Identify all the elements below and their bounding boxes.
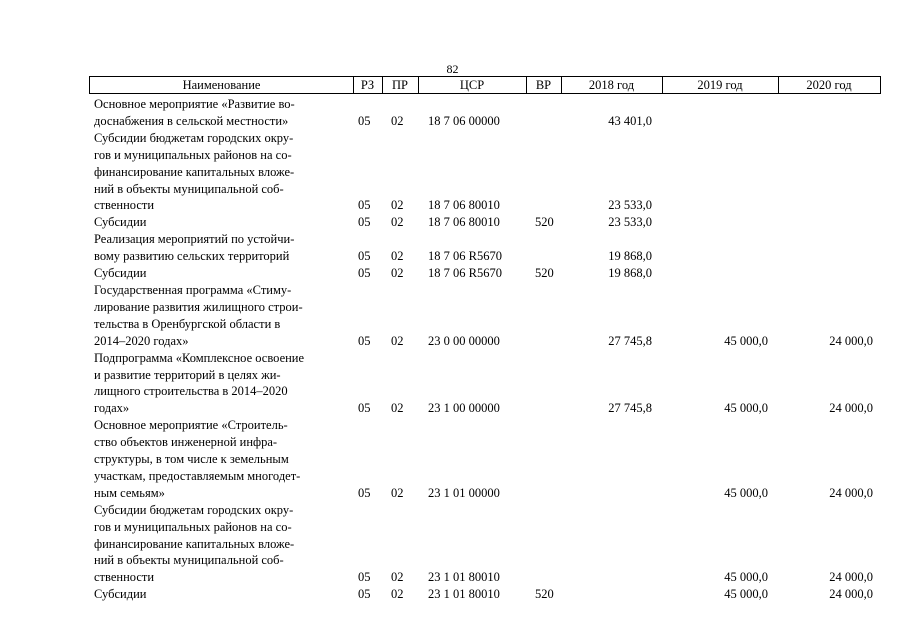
row-vr: 520 — [535, 215, 554, 230]
table-row — [0, 96, 905, 130]
row-vr: 520 — [535, 265, 554, 280]
row-2020: 24 000,0 — [829, 587, 873, 602]
row-csr: 23 1 00 00000 — [428, 401, 500, 416]
row-2018: 19 868,0 — [608, 249, 652, 264]
row-name: Субсидии — [94, 266, 147, 281]
table-row — [0, 350, 905, 418]
row-name: Субсидии бюджетам городских окру- гов и муниципальных районов на со- финансирование капитальных вложе- ний в объекты муниципальной соб- ственности — [94, 502, 295, 585]
row-name: Реализация мероприятий по устойчи- вому развитию сельских территорий — [94, 232, 295, 264]
header-vr: ВР — [535, 78, 552, 92]
header-rz: РЗ — [360, 78, 375, 92]
table-row — [0, 586, 905, 603]
row-csr: 18 7 06 R5670 — [428, 249, 502, 264]
row-name: Подпрограмма «Комплексное освоение и развитие территорий в целях жи- лищного строительства в 2014–2020 годах» — [94, 350, 305, 416]
row-rz: 05 — [358, 113, 371, 128]
row-csr: 18 7 06 80010 — [428, 198, 500, 213]
row-rz: 05 — [358, 333, 371, 348]
row-pr: 02 — [391, 587, 404, 602]
row-2018: 43 401,0 — [608, 113, 652, 128]
row-csr: 18 7 06 80010 — [428, 215, 500, 230]
row-rz: 05 — [358, 265, 371, 280]
row-2018: 27 745,8 — [608, 401, 652, 416]
table-row — [0, 502, 905, 587]
table-row — [0, 282, 905, 350]
page-number: 82 — [446, 62, 459, 76]
table-row — [0, 130, 905, 215]
row-2019: 45 000,0 — [724, 587, 768, 602]
row-name: Основное мероприятие «Развитие во- доснабжения в сельской местности» — [94, 97, 295, 128]
row-pr: 02 — [391, 249, 404, 264]
table-header — [89, 76, 881, 94]
row-csr: 18 7 06 00000 — [428, 113, 500, 128]
row-name: Субсидии бюджетам городских окру- гов и муниципальных районов на со- финансирование капитальных вложе- ний в объекты муниципальной соб- ственности — [94, 130, 295, 213]
row-2019: 45 000,0 — [724, 401, 768, 416]
row-csr: 18 7 06 R5670 — [428, 265, 502, 280]
table-row — [0, 417, 905, 502]
table-body — [0, 96, 905, 603]
row-2018: 27 745,8 — [608, 333, 652, 348]
row-csr: 23 1 01 80010 — [428, 570, 500, 585]
row-rz: 05 — [358, 570, 371, 585]
row-2020: 24 000,0 — [829, 401, 873, 416]
row-2019: 45 000,0 — [724, 570, 768, 585]
header-name: Наименование — [182, 78, 261, 92]
row-csr: 23 0 00 00000 — [428, 333, 500, 348]
row-2020: 24 000,0 — [829, 570, 873, 585]
row-pr: 02 — [391, 198, 404, 213]
row-name: Субсидии — [94, 215, 147, 230]
row-pr: 02 — [391, 401, 404, 416]
header-2018: 2018 год — [588, 78, 635, 92]
row-2020: 24 000,0 — [829, 485, 873, 500]
row-pr: 02 — [391, 570, 404, 585]
row-2018: 19 868,0 — [608, 265, 652, 280]
row-name: Основное мероприятие «Строитель- ство объектов инженерной инфра- структуры, в том числе к земельным участкам, предоставляемым многодет- ным семьям» — [94, 418, 301, 500]
row-name: Субсидии — [94, 587, 147, 602]
row-csr: 23 1 01 80010 — [428, 587, 500, 602]
table-row — [0, 214, 905, 231]
row-name: Государственная программа «Стиму- лирование развития жилищного строи- тельства в Оренбургской области в 2014–2020 годах» — [94, 282, 303, 348]
row-rz: 05 — [358, 401, 371, 416]
header-csr: ЦСР — [459, 78, 485, 92]
row-2018: 23 533,0 — [608, 198, 652, 213]
row-pr: 02 — [391, 113, 404, 128]
table-row — [0, 231, 905, 265]
row-rz: 05 — [358, 587, 371, 602]
row-pr: 02 — [391, 265, 404, 280]
header-pr: ПР — [392, 78, 408, 92]
row-pr: 02 — [391, 333, 404, 348]
row-csr: 23 1 01 00000 — [428, 485, 500, 500]
row-rz: 05 — [358, 249, 371, 264]
header-2019: 2019 год — [697, 78, 743, 92]
row-pr: 02 — [391, 215, 404, 230]
row-rz: 05 — [358, 485, 371, 500]
header-2020: 2020 год — [806, 78, 852, 92]
table-row — [0, 265, 905, 282]
row-vr: 520 — [535, 587, 554, 602]
row-2018: 23 533,0 — [608, 215, 652, 230]
row-rz: 05 — [358, 198, 371, 213]
row-2019: 45 000,0 — [724, 485, 768, 500]
row-2020: 24 000,0 — [829, 333, 873, 348]
row-rz: 05 — [358, 215, 371, 230]
row-pr: 02 — [391, 485, 404, 500]
row-2019: 45 000,0 — [724, 333, 768, 348]
